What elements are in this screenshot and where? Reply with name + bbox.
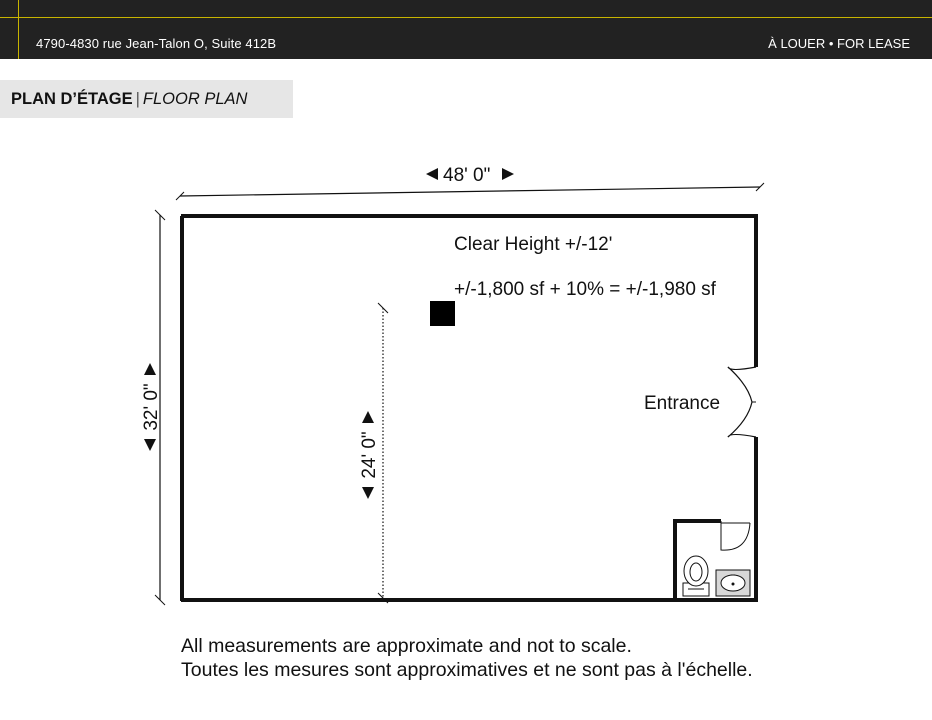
area-label: +/-1,800 sf + 10% = +/-1,980 sf: [454, 279, 716, 300]
section-title-separator: |: [135, 90, 140, 108]
width-dimension: [176, 165, 764, 200]
arrow-down-icon: [362, 487, 374, 499]
arrow-right-icon: [502, 168, 514, 180]
disclaimer-fr: Toutes les mesures sont approximatives et ne sont pas à l'échelle.: [181, 659, 753, 681]
width-dimension-label: 48' 0": [443, 165, 491, 186]
inner-dimension-label: 24' 0": [359, 431, 380, 479]
property-address: 4790-4830 rue Jean-Talon O, Suite 412B: [36, 36, 277, 51]
section-title-fr: PLAN D’ÉTAGE: [11, 90, 133, 108]
inner-dimension: [359, 303, 388, 603]
height-dimension: [141, 210, 165, 605]
clear-height-label: Clear Height +/-12': [454, 234, 613, 255]
sink-icon: [716, 570, 750, 596]
section-title-en: FLOOR PLAN: [142, 90, 248, 108]
entrance-label: Entrance: [644, 393, 721, 414]
arrow-left-icon: [426, 168, 438, 180]
arrow-down-icon: [144, 439, 156, 451]
arrow-up-icon: [362, 411, 374, 423]
washroom: [673, 521, 750, 600]
structural-column: [430, 301, 455, 326]
height-dimension-label: 32' 0": [141, 383, 162, 431]
toilet-icon: [683, 556, 709, 596]
disclaimer-notes: [181, 634, 753, 682]
entrance-door: [728, 367, 756, 437]
arrow-up-icon: [144, 363, 156, 375]
disclaimer-en: All measurements are approximate and not to scale.: [181, 635, 632, 657]
listing-status: À LOUER • FOR LEASE: [768, 36, 910, 51]
